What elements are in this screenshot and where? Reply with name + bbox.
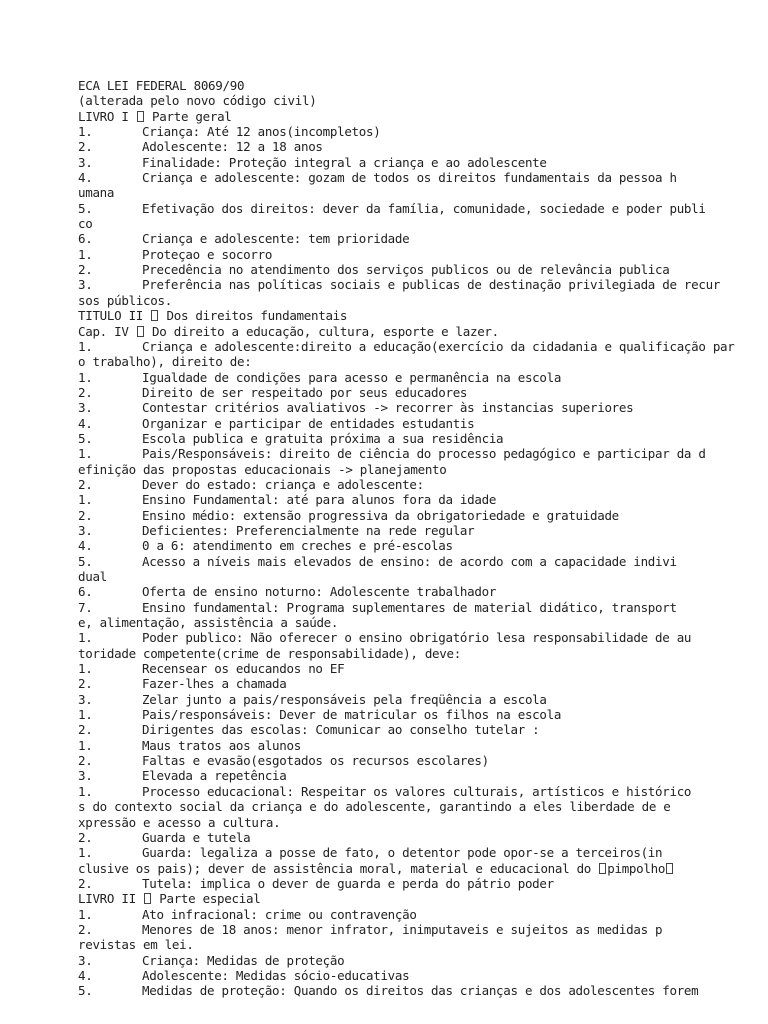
text-line [78, 185, 768, 200]
text-line [78, 477, 768, 492]
text-line [78, 400, 768, 415]
line-text: Contestar critérios avaliativos -> recorrer às instancias superiores [142, 400, 634, 416]
line-text: co [78, 216, 93, 232]
list-number: 3. [78, 400, 93, 416]
list-number: 1. [78, 246, 93, 262]
line-text: LIVRO I Parte geral [78, 108, 232, 124]
list-number: 3. [78, 952, 93, 968]
text-line [78, 922, 768, 937]
line-text: clusive os pais); dever de assistência moral, material e educacional do pimpolho [78, 861, 674, 876]
line-text: Adolescente: Medidas sócio-educativas [142, 967, 410, 983]
text-line [78, 446, 768, 461]
list-number: 3. [78, 154, 93, 170]
line-text: toridade competente(crime de responsabilidade), deve: [78, 645, 461, 661]
text-line [78, 538, 768, 553]
missing-glyph-icon [151, 310, 158, 321]
text-line [78, 155, 768, 170]
list-number: 5. [78, 983, 93, 999]
list-number: 4. [78, 538, 93, 554]
list-number: 2. [78, 384, 93, 400]
line-text: Dirigentes das escolas: Comunicar ao conselho tutelar : [142, 722, 540, 738]
line-text: Pais/Responsáveis: direito de ciência do processo pedagógico e participar da d [142, 446, 706, 462]
line-text: umana [78, 185, 115, 201]
text-line [78, 124, 768, 139]
line-text: Menores de 18 anos: menor infrator, inimputaveis e sujeitos as medidas p [142, 921, 663, 937]
list-number: 6. [78, 584, 93, 600]
line-text: e, alimentação, assistência a saúde. [78, 615, 339, 631]
list-number: 3. [78, 768, 93, 784]
text-line [78, 324, 768, 339]
list-number: 1. [78, 492, 93, 508]
line-text: 0 a 6: atendimento em creches e pré-escolas [142, 538, 453, 554]
text-line [78, 784, 768, 799]
missing-glyph-icon [144, 893, 151, 904]
list-number: 2. [78, 722, 93, 738]
line-text: Maus tratos aos alunos [142, 737, 301, 753]
list-number: 5. [78, 430, 93, 446]
line-text: Oferta de ensino noturno: Adolescente trabalhador [142, 584, 497, 600]
text-line [78, 462, 768, 477]
text-line [78, 109, 768, 124]
line-text: Recensear os educandos no EF [142, 661, 345, 677]
line-text: Escola publica e gratuita próxima a sua residência [142, 430, 504, 446]
line-text: Acesso a níveis mais elevados de ensino: de acordo com a capacidade indivi [142, 553, 677, 569]
line-text: Proteçao e socorro [142, 246, 273, 262]
list-number: 1. [78, 783, 93, 799]
line-text: Criança e adolescente:direito a educação(exercício da cidadania e qualificação par [142, 338, 735, 354]
text-line [78, 615, 768, 630]
text-line [78, 170, 768, 185]
line-text: Medidas de proteção: Quando os direitos das crianças e dos adolescentes forem [142, 983, 699, 999]
text-line [78, 508, 768, 523]
list-number: 1. [78, 446, 93, 462]
text-line [78, 308, 768, 323]
list-number: 2. [78, 875, 93, 891]
line-text: sos públicos. [78, 292, 172, 308]
list-number: 7. [78, 599, 93, 615]
line-text: Pais/responsáveis: Dever de matricular os filhos na escola [142, 707, 562, 723]
line-text: Fazer-lhes a chamada [142, 676, 287, 692]
text-line [78, 600, 768, 615]
list-number: 3. [78, 522, 93, 538]
text-line [78, 431, 768, 446]
list-number: 6. [78, 231, 93, 247]
line-text: Direito de ser respeitado por seus educadores [142, 384, 468, 400]
line-text: (alterada pelo novo código civil) [78, 93, 317, 109]
list-number: 2. [78, 921, 93, 937]
text-line [78, 799, 768, 814]
list-number: 3. [78, 277, 93, 293]
text-line [78, 139, 768, 154]
line-text: Deficientes: Preferencialmente na rede regular [142, 522, 475, 538]
text-line [78, 907, 768, 922]
text-line [78, 262, 768, 277]
text-line [78, 646, 768, 661]
list-number: 4. [78, 967, 93, 983]
line-text: Poder publico: Não oferecer o ensino obrigatório lesa responsabilidade de au [142, 630, 692, 646]
text-line [78, 78, 768, 93]
line-text: Igualdade de condições para acesso e permanência na escola [142, 369, 562, 385]
line-text: Faltas e evasão(esgotados os recursos escolares) [142, 753, 489, 769]
list-number: 5. [78, 200, 93, 216]
missing-glyph-icon [599, 863, 606, 874]
text-line [78, 815, 768, 830]
missing-glyph-icon [137, 326, 144, 337]
list-number: 2. [78, 507, 93, 523]
line-text: Guarda: legaliza a posse de fato, o detentor pode opor-se a terceiros(in [142, 845, 663, 861]
missing-glyph-icon [666, 863, 673, 874]
list-number: 1. [78, 661, 93, 677]
list-number: 1. [78, 630, 93, 646]
list-number: 1. [78, 845, 93, 861]
list-number: 4. [78, 415, 93, 431]
line-text: s do contexto social da criança e do adolescente, garantindo a eles liberdade de e [78, 799, 671, 815]
missing-glyph-icon [137, 111, 144, 122]
line-text: o trabalho), direito de: [78, 354, 252, 370]
line-text: Processo educacional: Respeitar os valores culturais, artísticos e histórico [142, 783, 692, 799]
line-text: Criança: Até 12 anos(incompletos) [142, 124, 381, 140]
line-text: Ato infracional: crime ou contravenção [142, 906, 417, 922]
line-text: TITULO II Dos direitos fundamentais [78, 308, 348, 324]
text-line [78, 523, 768, 538]
text-line [78, 876, 768, 891]
text-line [78, 722, 768, 737]
list-number: 1. [78, 338, 93, 354]
text-line [78, 937, 768, 952]
text-line [78, 569, 768, 584]
line-text: Tutela: implica o dever de guarda e perda do pátrio poder [142, 875, 554, 891]
text-line [78, 676, 768, 691]
list-number: 2. [78, 139, 93, 155]
text-line [78, 293, 768, 308]
list-number: 2. [78, 262, 93, 278]
list-number: 5. [78, 553, 93, 569]
line-text: Efetivação dos direitos: dever da família, comunidade, sociedade e poder publi [142, 200, 706, 216]
text-line [78, 983, 768, 998]
text-line [78, 738, 768, 753]
text-line [78, 768, 768, 783]
line-text: Criança e adolescente: tem prioridade [142, 231, 410, 247]
text-line [78, 93, 768, 108]
line-text: revistas em lei. [78, 937, 194, 953]
text-line [78, 968, 768, 983]
line-text: Ensino Fundamental: até para alunos fora da idade [142, 492, 497, 508]
line-text: Finalidade: Proteção integral a criança e ao adolescente [142, 154, 547, 170]
text-line [78, 354, 768, 369]
line-text: Cap. IV Do direito a educação, cultura, esporte e lazer. [78, 323, 499, 339]
text-line [78, 201, 768, 216]
text-line [78, 861, 768, 876]
list-number: 1. [78, 906, 93, 922]
line-text: Precedência no atendimento dos serviços publicos ou de relevância publica [142, 262, 670, 278]
list-number: 1. [78, 369, 93, 385]
list-number: 2. [78, 753, 93, 769]
list-number: 2. [78, 676, 93, 692]
line-text: Criança: Medidas de proteção [142, 952, 345, 968]
text-line [78, 953, 768, 968]
line-text: Ensino médio: extensão progressiva da obrigatoriedade e gratuidade [142, 507, 619, 523]
line-text: ECA LEI FEDERAL 8069/90 [78, 78, 245, 93]
text-line [78, 231, 768, 246]
list-number: 1. [78, 707, 93, 723]
list-number: 4. [78, 170, 93, 186]
text-line [78, 661, 768, 676]
line-text: Preferência nas políticas sociais e publicas de destinação privilegiada de recur [142, 277, 721, 293]
line-text: dual [78, 569, 107, 584]
line-text: Elevada a repetência [142, 768, 287, 784]
text-line [78, 277, 768, 292]
list-number: 3. [78, 691, 93, 707]
text-line [78, 492, 768, 507]
line-text: Criança e adolescente: gozam de todos os direitos fundamentais da pessoa h [142, 170, 677, 186]
text-line [78, 692, 768, 707]
text-line [78, 385, 768, 400]
text-line [78, 247, 768, 262]
text-line [78, 370, 768, 385]
list-number: 1. [78, 124, 93, 140]
text-line [78, 339, 768, 354]
list-number: 1. [78, 737, 93, 753]
list-number: 2. [78, 829, 93, 845]
line-text: Ensino fundamental: Programa suplementares de material didático, transport [142, 599, 677, 615]
line-text: Adolescente: 12 a 18 anos [142, 139, 323, 155]
text-line [78, 416, 768, 431]
list-number: 2. [78, 476, 93, 492]
line-text: xpressão e acesso a cultura. [78, 814, 281, 830]
text-line [78, 554, 768, 569]
line-text: efinição das propostas educacionais -> planejamento [78, 461, 447, 477]
text-line [78, 845, 768, 860]
line-text: Dever do estado: criança e adolescente: [142, 476, 424, 492]
text-line [78, 584, 768, 599]
line-text: Zelar junto a pais/responsáveis pela freqüência a escola [142, 691, 547, 707]
line-text: Organizar e participar de entidades estudantis [142, 415, 475, 431]
text-line [78, 891, 768, 906]
text-line [78, 630, 768, 645]
document-body [78, 78, 768, 999]
text-line [78, 707, 768, 722]
text-line [78, 830, 768, 845]
line-text: Guarda e tutela [142, 829, 251, 845]
text-line [78, 216, 768, 231]
line-text: LIVRO II Parte especial [78, 891, 261, 907]
text-line [78, 753, 768, 768]
